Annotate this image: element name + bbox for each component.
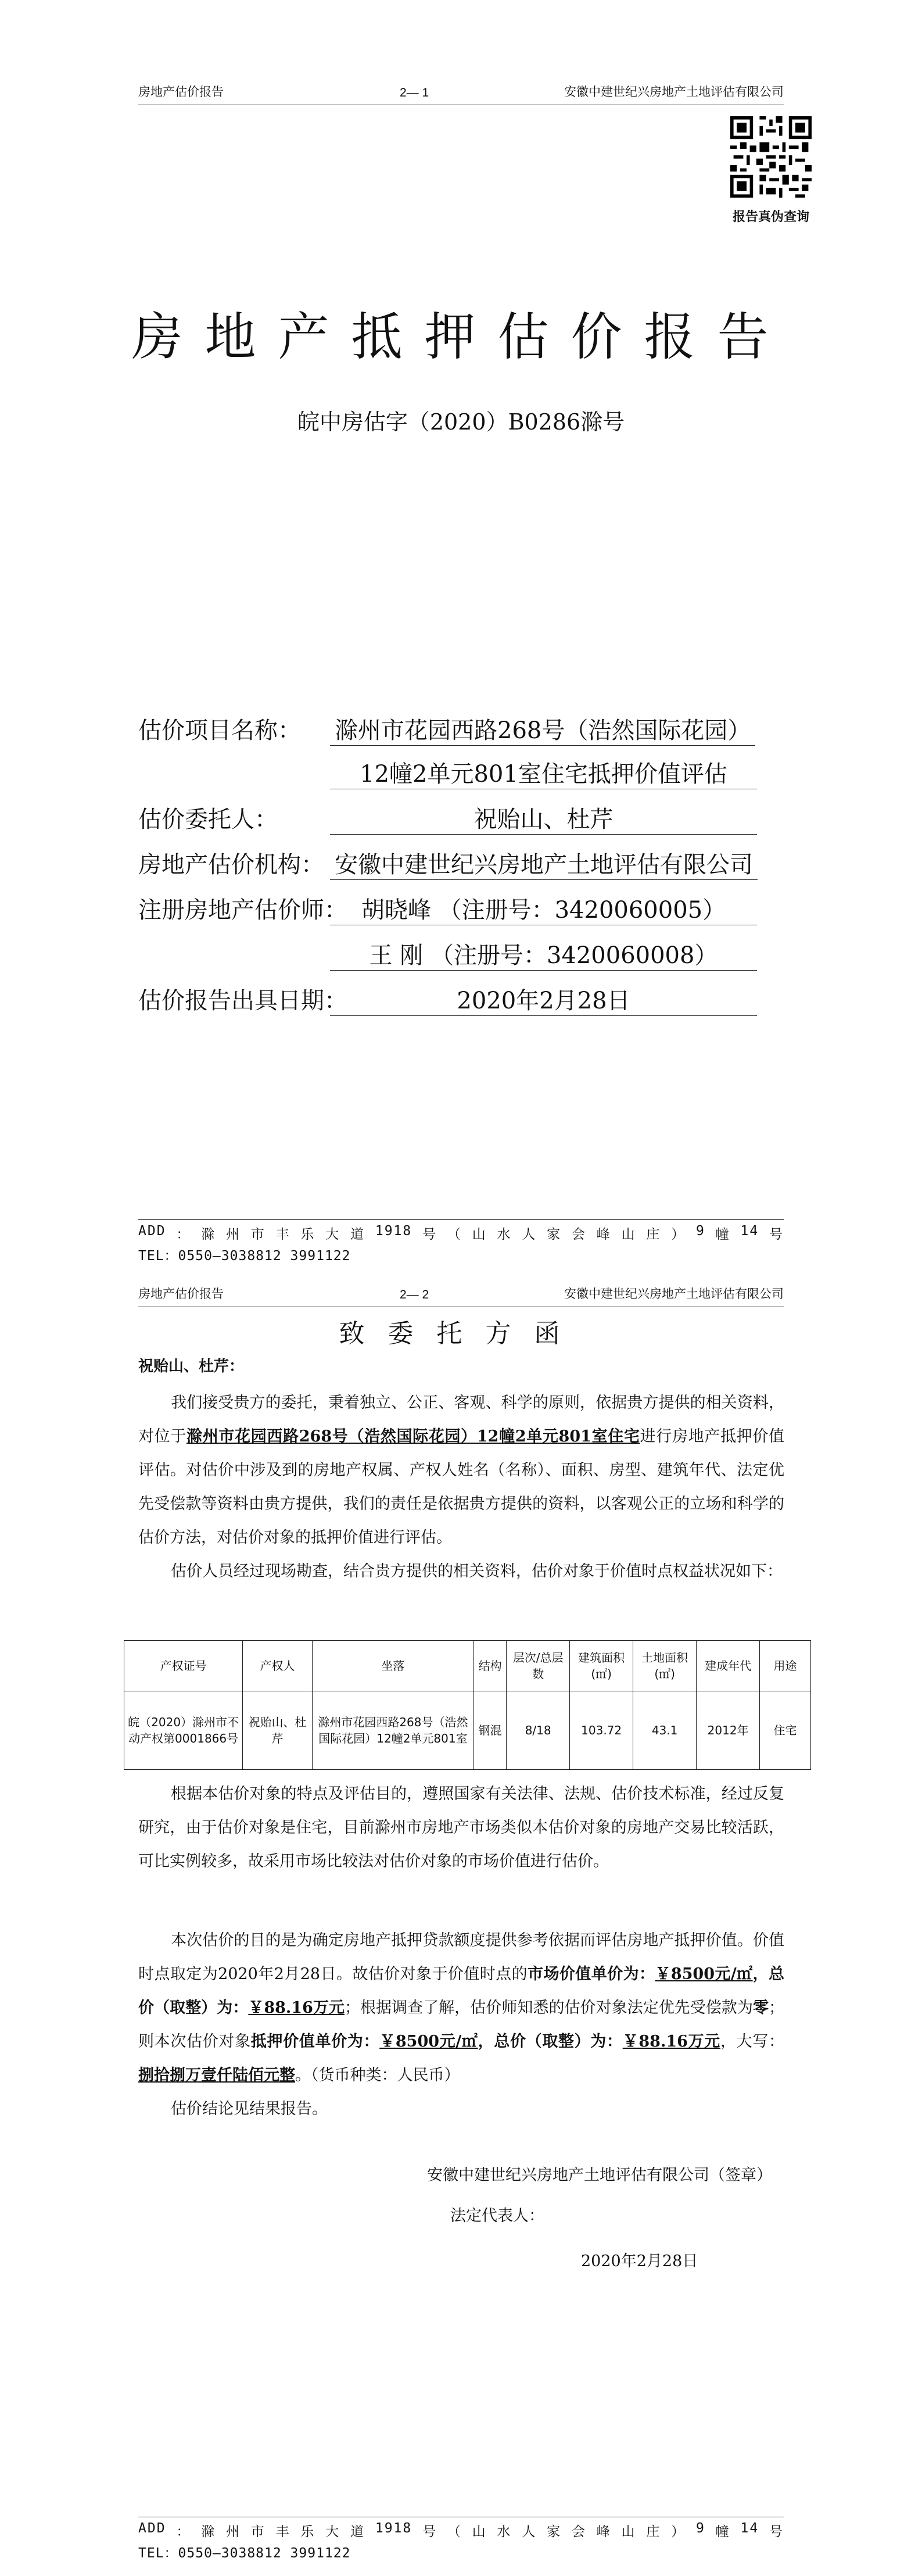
field-agency (138, 846, 758, 880)
property-table (124, 1640, 811, 1770)
qr-code-icon[interactable] (730, 116, 812, 198)
table-cell: 钢混 (474, 1691, 507, 1770)
footer-tel: TEL：0550—3038812 3991122 (138, 1248, 351, 1264)
letter-paragraph-5: 估价结论见结果报告。 (171, 2100, 328, 2118)
signature-company: 安徽中建世纪兴房地产土地评估有限公司（签章） (427, 2166, 772, 2184)
field-value: 安徽中建世纪兴房地产土地评估有限公司 (330, 846, 758, 880)
table-header-row (124, 1641, 811, 1691)
table-header-cell: 坐落 (312, 1641, 473, 1691)
letter-title: 致委托方函 (339, 1319, 583, 1348)
field-value: 胡晓峰 （注册号：3420060005） (330, 892, 757, 925)
footer-tel: TEL：0550—3038812 3991122 (138, 2546, 351, 2561)
field-value: 12幢2单元801室住宅抵押价值评估 (330, 756, 757, 789)
table-cell: 43.1 (633, 1691, 697, 1770)
footer-address: ADD ： 滁 州 市 丰 乐 大 道 1918 号 （ 山 水 人 家 会 峰 山 庄 ） 9 幢 14 号 (138, 1223, 784, 1242)
field-label: 估价委托人： (138, 806, 278, 833)
table-header-cell: 用途 (760, 1641, 811, 1691)
field-label: 估价报告出具日期： (138, 988, 347, 1014)
field-project-name (138, 712, 755, 746)
table-cell: 8/18 (507, 1691, 570, 1770)
property-address: 滁州市花园西路268号（浩然国际花园）12幢2单元801室住宅 (186, 1427, 640, 1446)
page-header (138, 81, 784, 105)
table-header-cell: 建筑面积(㎡) (570, 1641, 633, 1691)
table-cell: 住宅 (760, 1691, 811, 1770)
signature-representative: 法定代表人： (450, 2207, 544, 2225)
field-label: 房地产估价机构： (138, 851, 324, 878)
table-cell: 2012年 (697, 1691, 760, 1770)
table-header-cell: 产权人 (243, 1641, 313, 1691)
table-header-cell: 建成年代 (697, 1641, 760, 1691)
table-header-cell: 土地面积(㎡) (633, 1641, 697, 1691)
signature-date: 2020年2月28日 (581, 2252, 698, 2270)
header-page-number: 2— 1 (400, 86, 429, 99)
table-cell: 滁州市花园西路268号（浩然国际花园）12幢2单元801室 (312, 1691, 473, 1770)
header-right: 安徽中建世纪兴房地产土地评估有限公司 (564, 85, 784, 99)
page-footer (138, 1219, 784, 1264)
field-value: 2020年2月28日 (330, 982, 757, 1016)
document-number: 皖中房估字（2020）B0286滁号 (297, 409, 625, 435)
field-client (138, 801, 757, 835)
field-value: 王 刚 （注册号：3420060008） (330, 937, 757, 971)
header-page-number: 2— 2 (400, 1288, 429, 1301)
field-label: 注册房地产估价师： (138, 897, 347, 924)
table-header-cell: 层次/总层数 (507, 1641, 570, 1691)
letter-paragraph-4: 本次估价的目的是为确定房地产抵押贷款额度提供参考依据而评估房地产抵押价值。价值时点取定为2020年2月28日。故估价对象于价值时点的市场价值单价为：￥8500元/㎡，总价（取整）为：￥88.16万元；根据调查了解，估价师知悉的估价对象法定优先受偿款为零；则本次估价对象抵押价值单价为：￥8500元/㎡，总价（取整）为：￥88.16万元，大写：捌拾捌万壹仟陆佰元整。（货币种类：人民币） (138, 1931, 785, 2084)
field-label: 估价项目名称： (138, 717, 301, 744)
table-cell: 皖（2020）滁州市不动产权第0001866号 (124, 1691, 243, 1770)
report-title: 房地产抵押估价报告 (131, 307, 791, 367)
letter-paragraph-1: 我们接受贵方的委托，秉着独立、公正、客观、科学的原则，依据贵方提供的相关资料，对位于滁州市花园西路268号（浩然国际花园）12幢2单元801室住宅进行房地产抵押价值评估。对估价中涉及到的房地产权属、产权人姓名（名称）、面积、房型、建筑年代、法定优先受偿款等资料由贵方提供，我们的责任是依据贵方提供的资料，以客观公正的立场和科学的估价方法，对估价对象的抵押价值进行评估。 (138, 1394, 785, 1547)
header-left: 房地产估价报告 (138, 1287, 224, 1301)
header-left: 房地产估价报告 (138, 85, 224, 99)
field-appraiser-2 (138, 937, 757, 971)
field-issue-date (138, 982, 757, 1016)
table-cell: 祝贻山、杜芹 (243, 1691, 313, 1770)
field-appraiser-1 (138, 892, 757, 925)
field-value: 滁州市花园西路268号（浩然国际花园） (330, 712, 755, 746)
qr-label: 报告真伪查询 (732, 209, 809, 224)
page-1 (0, 0, 922, 1278)
table-header-cell: 产权证号 (124, 1641, 243, 1691)
page-header (138, 1283, 784, 1307)
letter-paragraph-3: 根据本估价对象的特点及评估目的，遵照国家有关法律、法规、估价技术标准，经过反复研究，由于估价对象是住宅，目前滁州市房地产市场类似本估价对象的房地产交易比较活跃，可比实例较多，故采用市场比较法对估价对象的市场价值进行估价。 (138, 1785, 784, 1870)
header-right: 安徽中建世纪兴房地产土地评估有限公司 (564, 1287, 784, 1301)
field-project-name-cont (138, 756, 757, 789)
field-value: 祝贻山、杜芹 (330, 801, 757, 835)
page-footer (138, 2517, 784, 2561)
footer-address: ADD ： 滁 州 市 丰 乐 大 道 1918 号 （ 山 水 人 家 会 峰 山 庄 ） 9 幢 14 号 (138, 2521, 784, 2539)
letter-salutation: 祝贻山、杜芹： (138, 1358, 245, 1375)
table-cell: 103.72 (570, 1691, 633, 1770)
table-header-cell: 结构 (474, 1641, 507, 1691)
table-row (124, 1691, 811, 1770)
letter-paragraph-2: 估价人员经过现场勘查，结合贵方提供的相关资料，估价对象于价值时点权益状况如下： (171, 1562, 783, 1580)
